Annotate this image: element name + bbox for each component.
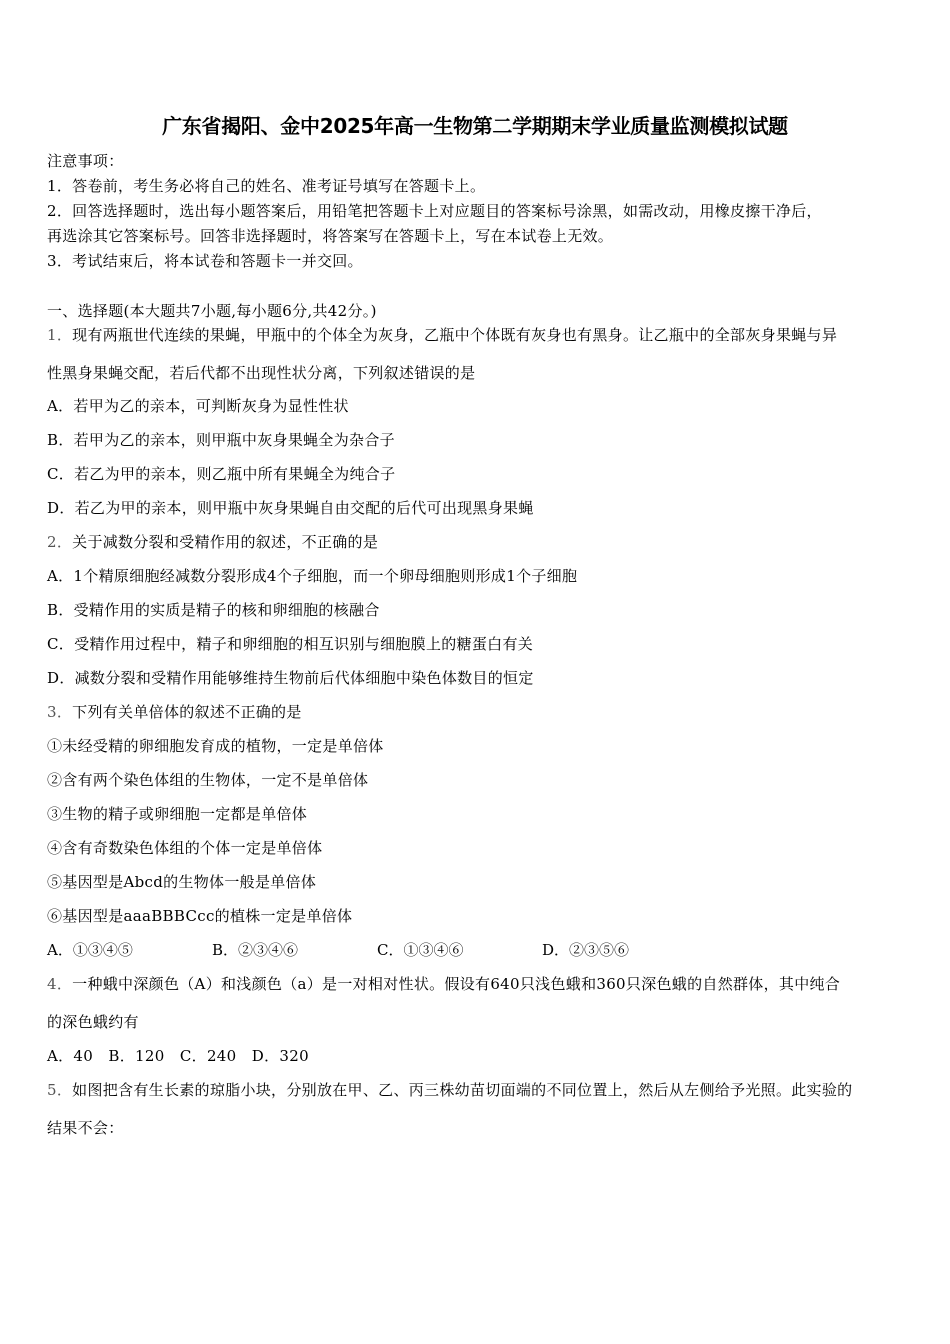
notice-item: 2．回答选择题时，选出每小题答案后，用铅笔把答题卡上对应题目的答案标号涂黑，如需改动，用橡皮擦干净后，	[47, 202, 822, 220]
question-4-options: A．40 B．120 C．240 D．320	[47, 1047, 309, 1065]
question-3-statement-2: ②含有两个染色体组的生物体，一定不是单倍体	[47, 771, 369, 789]
question-1-option-c: C．若乙为甲的亲本，则乙瓶中所有果蝇全为纯合子	[47, 465, 396, 483]
question-3-option-b: B．②③④⑥	[212, 941, 299, 959]
question-number: 3．	[47, 703, 73, 721]
question-4-stem-cont: 的深色蛾约有	[47, 1013, 139, 1031]
question-1-stem-cont: 性黑身果蝇交配，若后代都不出现性状分离，下列叙述错误的是	[47, 364, 476, 382]
question-3-option-a: A．①③④⑤	[47, 941, 133, 959]
notice-item: 再选涂其它答案标号。回答非选择题时，将答案写在答题卡上，写在本试卷上无效。	[47, 227, 614, 245]
question-number: 4．	[47, 975, 73, 993]
question-3-statement-1: ①未经受精的卵细胞发育成的植物，一定是单倍体	[47, 737, 384, 755]
question-4-stem: 4．一种蛾中深颜色（A）和浅颜色（a）是一对相对性状。假设有640只浅色蛾和360只深色蛾的自然群体，其中纯合	[47, 975, 841, 993]
notice-item: 1．答卷前，考生务必将自己的姓名、准考证号填写在答题卡上。	[47, 177, 486, 195]
section-heading: 一、选择题(本大题共7小题,每小题6分,共42分。)	[47, 302, 377, 320]
question-5-stem-cont: 结果不会：	[47, 1119, 124, 1137]
question-1-option-d: D．若乙为甲的亲本，则甲瓶中灰身果蝇自由交配的后代可出现黑身果蝇	[47, 499, 534, 517]
notice-item: 3．考试结束后，将本试卷和答题卡一并交回。	[47, 252, 363, 270]
question-1-option-b: B．若甲为乙的亲本，则甲瓶中灰身果蝇全为杂合子	[47, 431, 395, 449]
question-number: 2．	[47, 533, 73, 551]
question-number: 1．	[47, 326, 73, 344]
question-3-statement-3: ③生物的精子或卵细胞一定都是单倍体	[47, 805, 308, 823]
question-2-option-c: C．受精作用过程中，精子和卵细胞的相互识别与细胞膜上的糖蛋白有关	[47, 635, 534, 653]
question-2-option-a: A．1个精原细胞经减数分裂形成4个子细胞，而一个卵母细胞则形成1个子细胞	[47, 567, 578, 585]
question-3-options	[47, 939, 707, 961]
question-3-statement-4: ④含有奇数染色体组的个体一定是单倍体	[47, 839, 323, 857]
question-3-statement-6: ⑥基因型是aaaBBBCcc的植株一定是单倍体	[47, 907, 353, 925]
question-number: 5．	[47, 1081, 73, 1099]
question-3-option-d: D．②③⑤⑥	[542, 941, 630, 959]
question-2-option-b: B．受精作用的实质是精子的核和卵细胞的核融合	[47, 601, 380, 619]
page-title: 广东省揭阳、金中2025年高一生物第二学期期末学业质量监测模拟试题	[162, 114, 788, 138]
question-1-stem: 1．现有两瓶世代连续的果蝇，甲瓶中的个体全为灰身，乙瓶中个体既有灰身也有黑身。让乙瓶中的全部灰身果蝇与异	[47, 326, 838, 344]
question-3-option-c: C．①③④⑥	[377, 941, 464, 959]
question-3-stem: 3．下列有关单倍体的叙述不正确的是	[47, 703, 302, 721]
notice-heading: 注意事项：	[47, 152, 124, 170]
question-1-option-a: A．若甲为乙的亲本，可判断灰身为显性性状	[47, 397, 349, 415]
question-2-option-d: D．减数分裂和受精作用能够维持生物前后代体细胞中染色体数目的恒定	[47, 669, 534, 687]
question-3-statement-5: ⑤基因型是Abcd的生物体一般是单倍体	[47, 873, 317, 891]
question-2-stem: 2．关于减数分裂和受精作用的叙述，不正确的是	[47, 533, 379, 551]
question-5-stem: 5．如图把含有生长素的琼脂小块，分别放在甲、乙、丙三株幼苗切面端的不同位置上，然后从左侧给予光照。此实验的	[47, 1081, 853, 1099]
